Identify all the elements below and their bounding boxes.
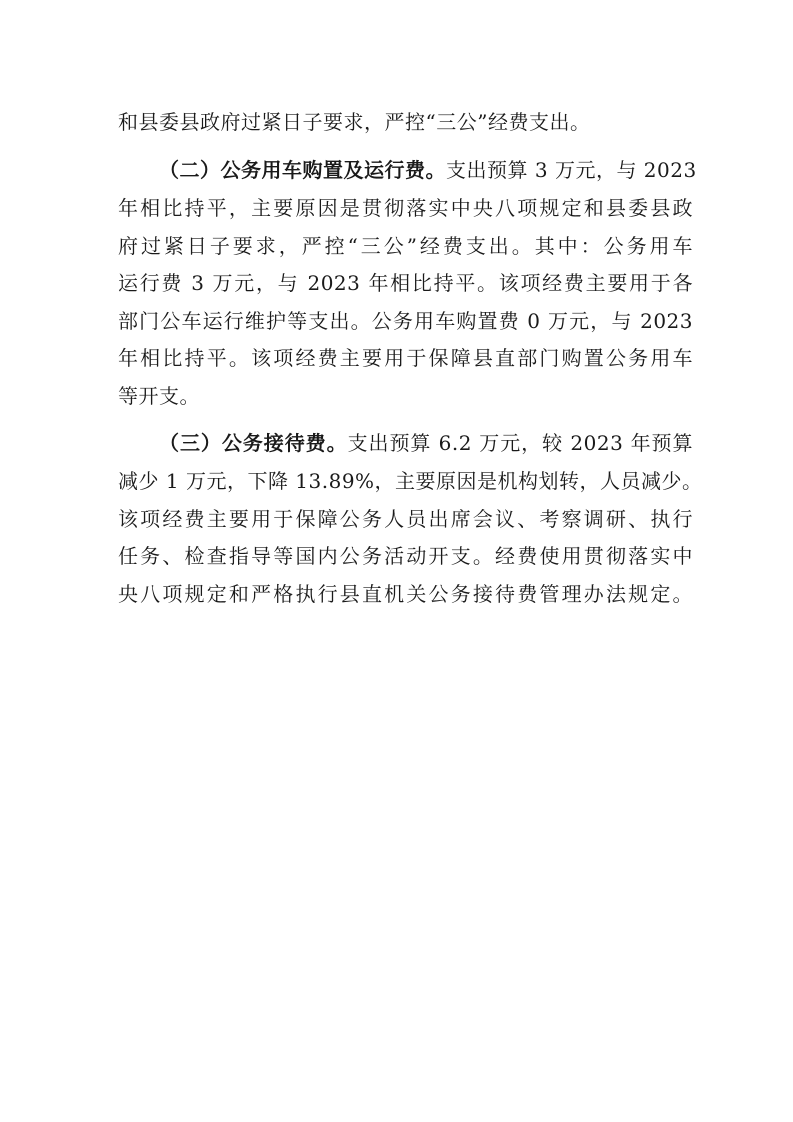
paragraph-2-line-1 xyxy=(159,157,697,183)
paragraph-1-line-1: 和县委县政府过紧日子要求，严控“三公”经费支出。 xyxy=(118,110,591,134)
paragraph-3-line-1 xyxy=(159,430,693,456)
paragraph-3-line-5: 央八项规定和严格执行县直机关公务接待费管理办法规定。 xyxy=(118,582,693,606)
paragraph-2-line-1-text: 支出预算 3 万元，与 2023 xyxy=(446,158,697,182)
paragraph-2-line-4: 运行费 3 万元，与 2023 年相比持平。该项经费主要用于各 xyxy=(118,271,693,295)
paragraph-3-line-2: 减少 1 万元，下降 13.89%，主要原因是机构划转，人员减少。 xyxy=(118,469,703,493)
paragraph-3-line-3: 该项经费主要用于保障公务人员出席会议、考察调研、执行 xyxy=(118,507,693,531)
paragraph-2-line-2: 年相比持平，主要原因是贯彻落实中央八项规定和县委县政 xyxy=(118,196,693,220)
paragraph-3-line-4: 任务、检查指导等国内公务活动开支。经费使用贯彻落实中 xyxy=(118,544,693,568)
section-heading-reception-costs: （三）公务接待费。 xyxy=(159,431,348,455)
paragraph-3-line-1-text: 支出预算 6.2 万元，较 2023 年预算 xyxy=(347,431,694,455)
paragraph-2-line-6: 年相比持平。该项经费主要用于保障县直部门购置公务用车 xyxy=(118,346,693,370)
paragraph-2-line-7: 等开支。 xyxy=(118,384,200,408)
paragraph-2-line-3: 府过紧日子要求，严控“三公”经费支出。其中：公务用车 xyxy=(118,234,693,258)
section-heading-vehicle-costs: （二）公务用车购置及运行费。 xyxy=(159,158,446,182)
paragraph-2-line-5: 部门公车运行维护等支出。公务用车购置费 0 万元，与 2023 xyxy=(118,309,693,333)
